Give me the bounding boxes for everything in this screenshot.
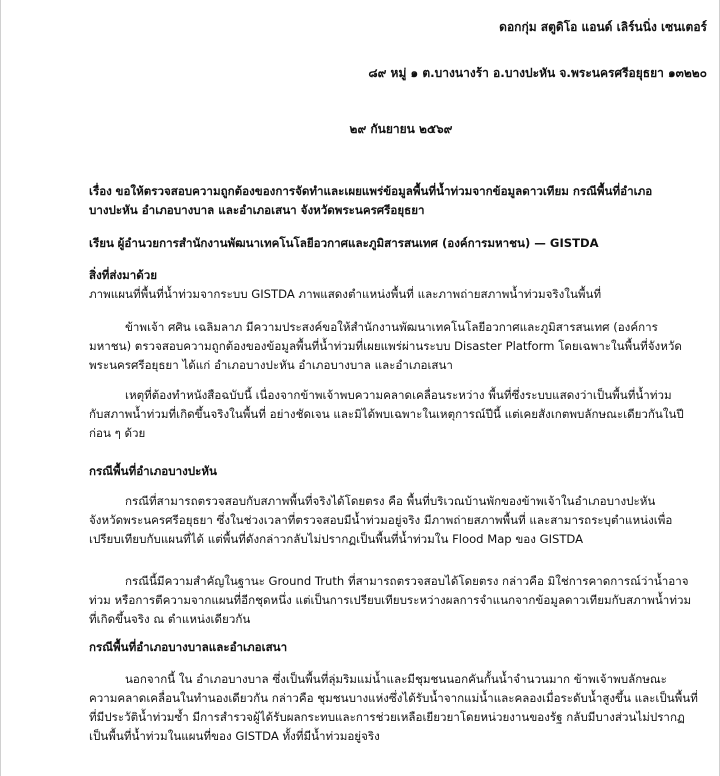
enclosure-text: ภาพแผนที่พื้นที่น้ำท่วมจากระบบ GISTDA ภาพแสดงตำแหน่งพื้นที่ และภาพถ่ายสภาพน้ำท่วมจริงในพื้นที่ <box>89 287 602 301</box>
subject-block <box>89 182 709 220</box>
recipient-block <box>89 234 709 253</box>
paragraph-2-line-3: ก่อน ๆ ด้วย <box>89 426 146 440</box>
section-1-paragraph-1 <box>89 492 709 549</box>
section-1-paragraph-1-line-2: จังหวัดพระนครศรีอยุธยา ซึ่งในช่วงเวลาที่ตรวจสอบมีน้ำท่วมอยู่จริง มีภาพถ่ายสภาพพื้นที่ และสามารถระบุตำแหน่งเพื่อ <box>89 513 673 527</box>
section-2-paragraph-1-line-3: ที่มีประวัติน้ำท่วมซ้ำ มีการสำรวจผู้ได้รับผลกระทบและการช่วยเหลือเยียวยาโดยหน่วยงานของรัฐ กลับมีบางส่วนไม่ปรากฏ <box>89 710 685 724</box>
subject-line-2: บางปะหัน อำเภอบางบาล และอำเภอเสนา จังหวัดพระนครศรีอยุธยา <box>89 203 425 217</box>
section-2-paragraph-1-line-4: เป็นพื้นที่น้ำท่วมในแผนที่ของ GISTDA ทั้งที่มีน้ำท่วมอยู่จริง <box>89 729 380 743</box>
section-2-paragraph-1-line-1: นอกจากนี้ ใน อำเภอบางบาล ซึ่งเป็นพื้นที่ลุ่มริมแม่น้ำและมีชุมชนนอกคันกั้นน้ำจำนวนมาก ข้าพเจ้าพบลักษณะ <box>125 672 667 686</box>
paragraph-1-line-1: ข้าพเจ้า ศศิน เฉลิมลาภ มีความประสงค์ขอให้สำนักงานพัฒนาเทคโนโลยีอวกาศและภูมิสารสนเทศ (องค์การ <box>125 320 658 334</box>
paragraph-1-line-2: มหาชน) ตรวจสอบความถูกต้องของข้อมูลพื้นที่น้ำท่วมที่เผยแพร่ผ่านระบบ Disaster Platform โดยเฉพาะในพื้นที่จังหวัด <box>89 339 682 353</box>
paragraph-2-line-1: เหตุที่ต้องทำหนังสือฉบับนี้ เนื่องจากข้าพเจ้าพบความคลาดเคลื่อนระหว่าง พื้นที่ซึ่งระบบแสดงว่าเป็นพื้นที่น้ำท่วม <box>125 388 672 402</box>
section-1-paragraph-2-line-2: ท่วม หรือการตีความจากแผนที่อีกชุดหนึ่ง แต่เป็นการเปรียบเทียบระหว่างผลการจำแนกจากข้อมูลดาวเทียมกับสภาพน้ำท่วม <box>89 593 692 607</box>
paragraph-1 <box>89 318 709 375</box>
section-1-paragraph-1-line-1: กรณีที่สามารถตรวจสอบกับสภาพพื้นที่จริงได้โดยตรง คือ พื้นที่บริเวณบ้านพักของข้าพเจ้าในอำเภอบางปะหัน <box>125 494 656 508</box>
section-2-heading: กรณีพื้นที่อำเภอบางบาลและอำเภอเสนา <box>89 640 288 654</box>
recipient-text: ผู้อำนวยการสำนักงานพัฒนาเทคโนโลยีอวกาศและภูมิสารสนเทศ (องค์การมหาชน) — GISTDA <box>117 236 599 250</box>
recipient-label: เรียน <box>89 236 114 250</box>
section-1-paragraph-1-line-3: เปรียบเทียบกับแผนที่ได้ แต่พื้นที่ดังกล่าวกลับไม่ปรากฏเป็นพื้นที่น้ำท่วมใน Flood Map ของ GISTDA <box>89 532 584 546</box>
paragraph-1-line-3: พระนครศรีอยุธยา ได้แก่ อำเภอบางปะหัน อำเภอบางบาล และอำเภอเสนา <box>89 358 453 372</box>
section-1-paragraph-2-line-1: กรณีนี้มีความสำคัญในฐานะ Ground Truth ที่สามารถตรวจสอบได้โดยตรง กล่าวคือ มิใช่การคาดการณ์ว่าน้ำอาจ <box>125 574 689 588</box>
sender-name: ดอกกุ่ม สตูดิโอ แอนด์ เลิร์นนิ่ง เซนเตอร์ <box>499 20 707 34</box>
sender-address: ๘๙ หมู่ ๑ ต.บางนางร้า อ.บางปะหัน จ.พระนครศรีอยุธยา ๑๓๒๒๐ <box>368 66 707 80</box>
section-1-heading: กรณีพื้นที่อำเภอบางปะหัน <box>89 464 217 478</box>
document-date: ๒๙ กันยายน ๒๕๖๙ <box>349 122 453 136</box>
section-2-paragraph-1 <box>89 670 709 746</box>
subject-label: เรื่อง <box>89 184 112 198</box>
section-1-paragraph-2 <box>89 572 709 629</box>
paragraph-2-line-2: กับสภาพน้ำท่วมที่เกิดขึ้นจริงในพื้นที่ อย่างชัดเจน และมิได้พบเฉพาะในเหตุการณ์ปีนี้ แต่เคยสังเกตพบลักษณะเดียวกันในปี <box>89 407 684 421</box>
subject-line-1: ขอให้ตรวจสอบความถูกต้องของการจัดทำและเผยแพร่ข้อมูลพื้นที่น้ำท่วมจากข้อมูลดาวเทียม กรณีพื้นที่อำเภอ <box>115 184 653 198</box>
section-2-paragraph-1-line-2: ความคลาดเคลื่อนในทำนองเดียวกัน กล่าวคือ ชุมชนบางแห่งซึ่งได้รับน้ำจากแม่น้ำและคลองเมื่อระดับน้ำสูงขึ้น และเป็นพื้นที่ <box>89 691 698 705</box>
section-1-paragraph-2-line-3: ที่เกิดขึ้นจริง ณ ตำแหน่งเดียวกัน <box>89 612 251 626</box>
paragraph-2 <box>89 386 709 443</box>
enclosure-label: สิ่งที่ส่งมาด้วย <box>89 268 158 282</box>
enclosure-block <box>89 266 709 304</box>
